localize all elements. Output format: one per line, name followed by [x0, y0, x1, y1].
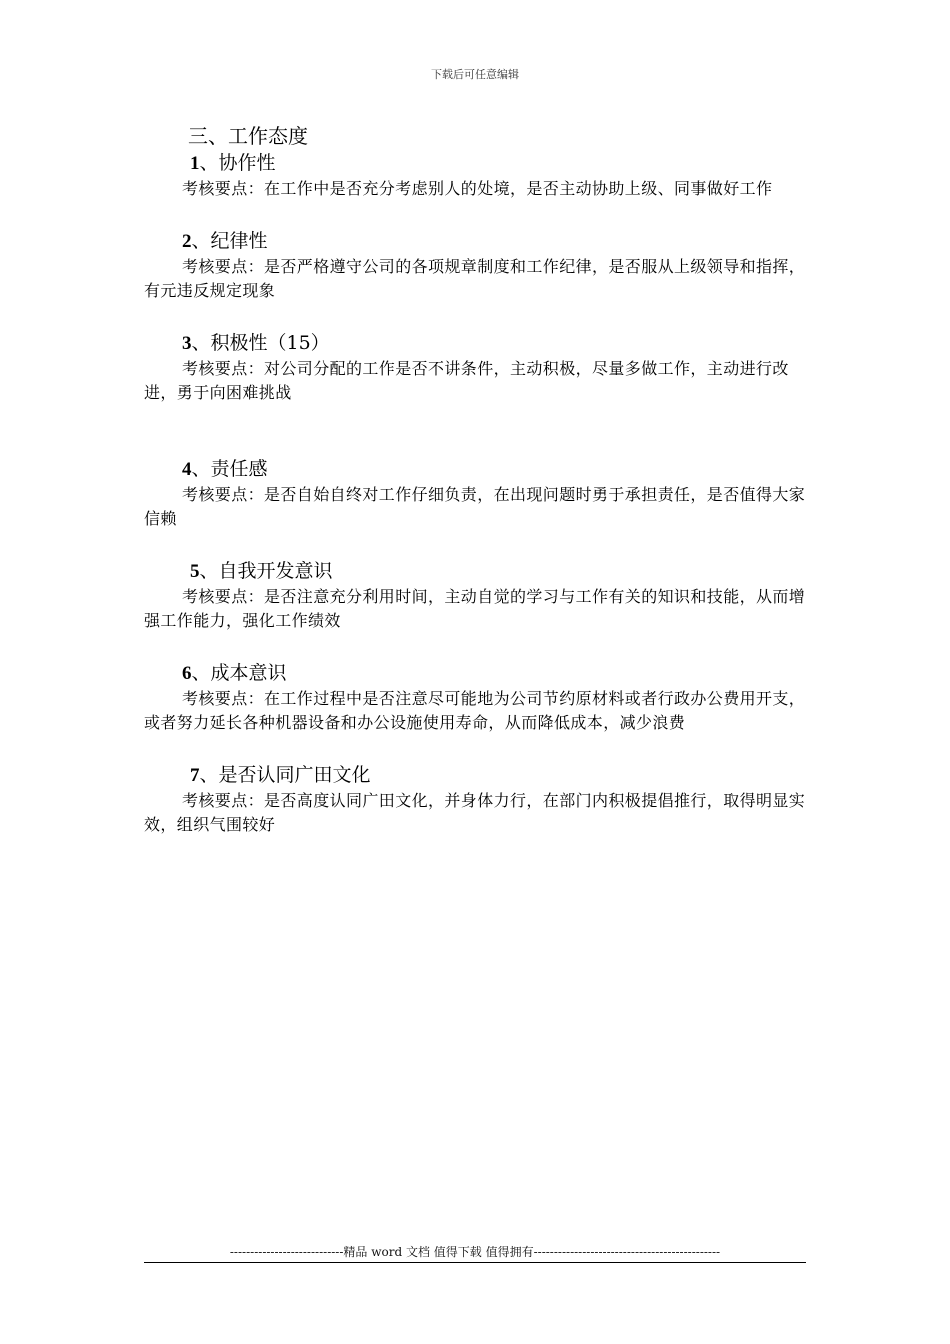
criterion-number: 4 [182, 458, 192, 480]
criterion-title [182, 456, 814, 483]
criterion-title [190, 150, 814, 177]
criterion-number: 1 [190, 153, 200, 174]
section-title: 三、工作态度 [188, 124, 308, 148]
criterion-number: 3 [182, 332, 192, 354]
criterion-description: 考核要点：是否注意充分利用时间，主动自觉的学习与工作有关的知识和技能，从而增强工作能力，强化工作绩效 [144, 586, 806, 630]
criterion-description: 考核要点：是否自始自终对工作仔细负责，在出现问题时勇于承担责任，是否值得大家信赖 [144, 484, 806, 528]
criterion-item-6 [144, 660, 814, 687]
document-body [144, 122, 814, 838]
criterion-description: 考核要点：在工作过程中是否注意尽可能地为公司节约原材料或者行政办公费用开支，或者努力延长各种机器设备和办公设施使用寿命，从而降低成本，减少浪费 [144, 688, 806, 732]
criterion-title [182, 660, 814, 687]
criterion-name: 、纪律性 [191, 229, 268, 252]
criterion-name: 、责任感 [191, 457, 268, 480]
criterion-description: 考核要点：是否严格遵守公司的各项规章制度和工作纪律，是否服从上级领导和指挥，有元违反规定现象 [144, 256, 806, 300]
criterion-title [190, 558, 814, 585]
criterion-description: 考核要点：对公司分配的工作是否不讲条件，主动积极，尽量多做工作，主动进行改进，勇于向困难挑战 [144, 358, 789, 402]
criterion-title [190, 762, 814, 789]
criterion-description: 考核要点：是否高度认同广田文化，并身体力行，在部门内积极提倡推行，取得明显实效，组织气围较好 [144, 790, 806, 834]
criterion-item-1 [144, 150, 814, 177]
criterion-name: 、成本意识 [191, 661, 287, 684]
criterion-title [182, 228, 814, 255]
criterion-name: 、协作性 [199, 152, 276, 174]
criterion-title [182, 330, 814, 357]
criterion-name: 、是否认同广田文化 [199, 763, 371, 786]
footer-divider [144, 1262, 806, 1263]
criterion-item-3 [144, 330, 814, 357]
criterion-description: 考核要点：在工作中是否充分考虑别人的处境，是否主动协助上级、同事做好工作 [182, 179, 773, 198]
criterion-item-7 [144, 762, 814, 789]
criterion-number: 6 [182, 662, 192, 684]
page-footer: ----------------------------精品 word 文档 值得下载 值得拥有---------------------------------------------- [229, 1245, 721, 1259]
criterion-name: 、自我开发意识 [199, 559, 333, 582]
criterion-item-2 [144, 228, 814, 255]
criterion-item-4 [144, 456, 814, 483]
criterion-number: 2 [182, 230, 192, 252]
page-header: 下载后可任意编辑 [431, 68, 519, 81]
criterion-number: 5 [190, 560, 200, 582]
criterion-item-5 [144, 558, 814, 585]
criterion-name: 、积极性（15） [191, 331, 330, 354]
criterion-number: 7 [190, 764, 200, 786]
